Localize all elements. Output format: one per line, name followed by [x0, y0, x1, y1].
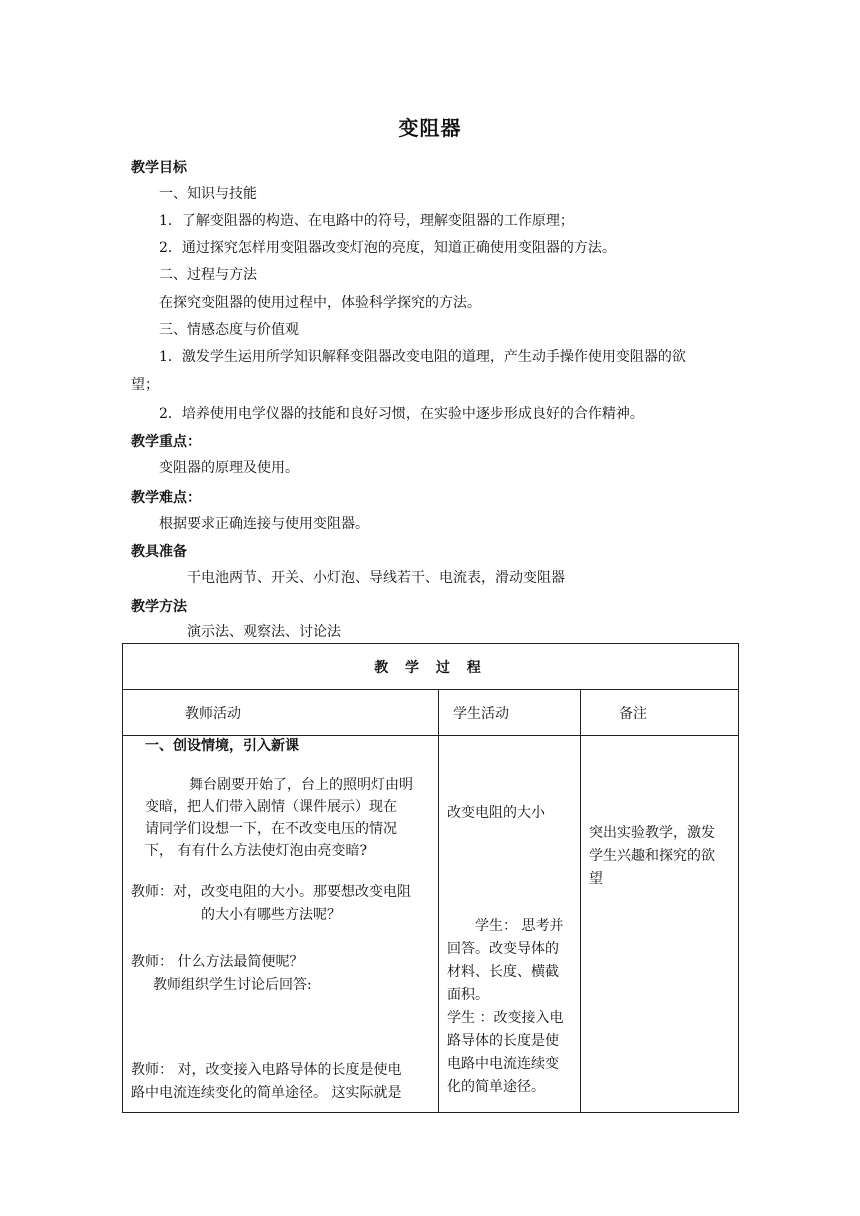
- notes-line: 突出实验教学，激发: [589, 825, 715, 841]
- student-line: 学生： 思考并: [475, 918, 564, 934]
- objectives-s3-item-1a: 1．激发学生运用所学知识解释变阻器改变电阻的道理，产生动手操作使用变阻器的欲: [159, 349, 686, 365]
- teacher-line: 教师组织学生讨论后回答:: [153, 977, 312, 993]
- teacher-line: 的大小有哪些方法呢？: [201, 907, 341, 923]
- student-line: 面积。: [447, 987, 489, 1003]
- student-line: 电路中电流连续变: [447, 1056, 559, 1072]
- teacher-line: 下， 有有什么方法使灯泡由亮变暗?: [145, 843, 367, 859]
- objectives-heading: 教学目标: [131, 160, 187, 176]
- equipment-text: 干电池两节、开关、小灯泡、导线若干、电流表，滑动变阻器: [187, 570, 565, 586]
- student-line: 回答。改变导体的: [447, 941, 559, 957]
- difficulty-heading: 教学难点：: [131, 490, 201, 506]
- notes-line: 学生兴趣和探究的欲: [589, 848, 715, 864]
- objectives-s2-text: 在探究变阻器的使用过程中，体验科学探究的方法。: [159, 295, 481, 311]
- objectives-s1-item-1: 1．了解变阻器的构造、在电路中的符号，理解变阻器的工作原理；: [159, 213, 574, 229]
- col-header-notes: 备注: [581, 690, 739, 736]
- col-header-teacher: 教师活动: [123, 690, 439, 736]
- teacher-line: 教师： 什么方法最简便呢？: [131, 954, 304, 970]
- objectives-section-3: 三、情感态度与价值观: [159, 322, 299, 338]
- col-header-student: 学生活动: [439, 690, 581, 736]
- objectives-section-2: 二、过程与方法: [159, 267, 257, 283]
- key-point-heading: 教学重点：: [131, 434, 201, 450]
- teacher-line: 教师： 对，改变接入电路导体的长度是使电: [131, 1062, 402, 1078]
- student-activity-cell: [439, 736, 581, 1113]
- teacher-activity-cell: [123, 736, 439, 1113]
- teacher-line: 请同学们设想一下，在不改变电压的情况: [145, 821, 397, 837]
- method-heading: 教学方法: [131, 599, 187, 615]
- notes-cell: [581, 736, 739, 1113]
- teaching-process-table: [122, 643, 739, 1113]
- objectives-s1-item-2: 2．通过探究怎样用变阻器改变灯泡的亮度，知道正确使用变阻器的方法。: [159, 240, 616, 256]
- difficulty-text: 根据要求正确连接与使用变阻器。: [159, 516, 369, 532]
- objectives-s3-item-2: 2．培养使用电学仪器的技能和良好习惯，在实验中逐步形成良好的合作精神。: [159, 406, 644, 422]
- student-line: 材料、长度、横截: [447, 964, 559, 980]
- teacher-line: 路中电流连续变化的简单途径。 这实际就是: [131, 1085, 402, 1101]
- key-point-text: 变阻器的原理及使用。: [159, 460, 299, 476]
- document-title: 变阻器: [398, 116, 462, 140]
- student-line: 路导体的长度是使: [447, 1033, 559, 1049]
- objectives-s3-item-1b: 望；: [131, 377, 159, 393]
- method-text: 演示法、观察法、讨论法: [187, 624, 341, 640]
- student-line: 化的简单途径。: [447, 1079, 545, 1095]
- table-header: 教 学 过 程: [123, 644, 739, 690]
- section-heading-intro: 一、创设情境，引入新课: [145, 738, 299, 754]
- notes-line: 望: [589, 871, 603, 887]
- teacher-line: 教师：对，改变电阻的大小。那要想改变电阻: [131, 884, 411, 900]
- teacher-line: 舞台剧要开始了，台上的照明灯由明: [189, 777, 413, 793]
- teacher-line: 变暗，把人们带入剧情（课件展示）现在: [145, 799, 397, 815]
- objectives-section-1: 一、知识与技能: [159, 186, 257, 202]
- student-line: 学生 ：改变接入电: [447, 1010, 564, 1026]
- equipment-heading: 教具准备: [131, 544, 187, 560]
- student-line: 改变电阻的大小: [447, 805, 545, 821]
